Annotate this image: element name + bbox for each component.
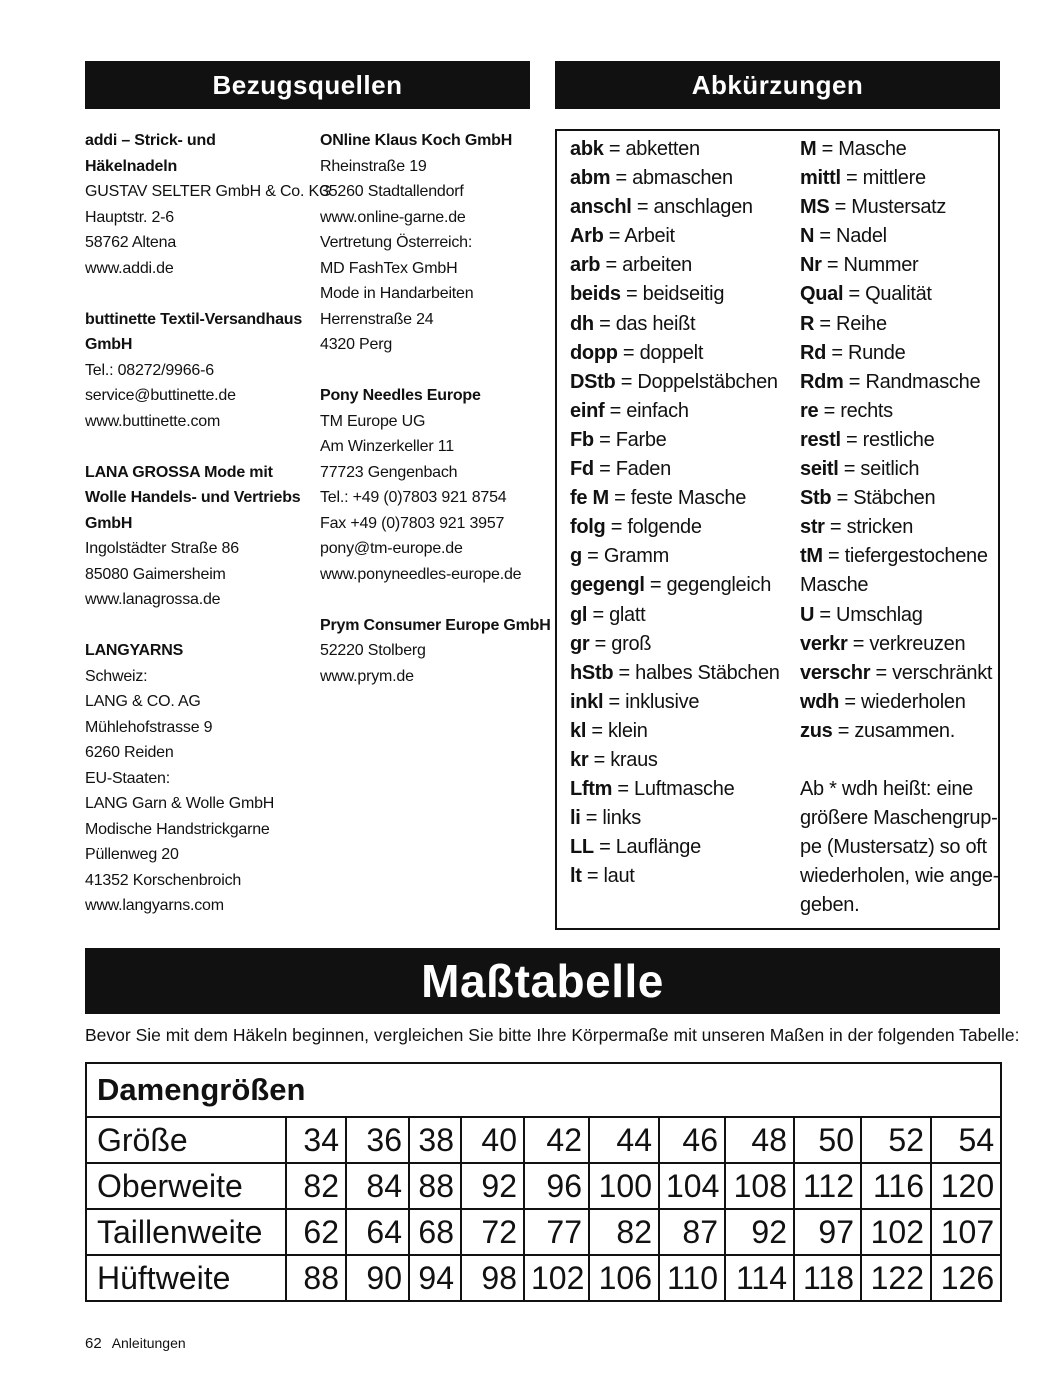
abbreviation-key: verkr: [800, 632, 848, 655]
supplier-detail-line: www.addi.de: [85, 259, 174, 277]
abbreviation-key: abm: [570, 167, 611, 190]
supplier-detail-line: Tel.: +49 (0)7803 921 8754: [320, 489, 507, 506]
supplier-detail-line: 35260 Stadtallendorf: [320, 183, 464, 200]
row-label: Größe: [86, 1117, 286, 1163]
abbreviation-meaning: = Farbe: [593, 428, 667, 451]
abbreviation-meaning: = Umschlag: [814, 603, 923, 626]
abbreviation-meaning: = anschlagen: [631, 196, 753, 219]
heading-abkuerzungen: Abkürzungen: [555, 61, 1000, 109]
table-cell: 122: [861, 1255, 931, 1301]
table-cell: 52: [861, 1117, 931, 1163]
table-cell: 114: [725, 1255, 794, 1301]
table-cell: 46: [659, 1117, 725, 1163]
abbreviation-entry: [800, 717, 995, 746]
supplier-detail-line: 6260 Reiden: [85, 744, 174, 761]
abbreviation-meaning: = Nadel: [814, 225, 887, 248]
supplier-detail-line: Am Winzerkeller 11: [320, 438, 454, 455]
abbreviation-meaning: = Nummer: [821, 254, 919, 277]
abbreviation-key: arb: [570, 254, 601, 277]
abbreviation-meaning: = das heißt: [593, 312, 696, 335]
supplier-detail-line: Hauptstr. 2-6: [85, 208, 175, 226]
abbreviation-key: re: [800, 399, 819, 422]
supplier-detail-line: Herrenstraße 24: [320, 310, 434, 328]
supplier-detail-line: 85080 Gaimersheim: [85, 565, 226, 583]
table-cell: 64: [346, 1209, 409, 1255]
abbreviation-entry: [570, 513, 795, 542]
supplier-entry: [85, 128, 332, 281]
table-cell: 82: [589, 1209, 659, 1255]
supplier-detail-line: Mühlehofstrasse 9: [85, 718, 213, 736]
abbreviation-key: M: [800, 138, 817, 160]
abbreviation-meaning: = verkreuzen: [847, 632, 966, 655]
abbreviation-key: anschl: [570, 196, 632, 219]
supplier-entry: [85, 638, 310, 919]
supplier-detail-line: Tel.: 08272/9966-6: [85, 361, 214, 379]
abbreviation-entry: [800, 193, 995, 222]
supplier-detail-line: LANG Garn & Wolle GmbH: [85, 795, 275, 812]
table-cell: 44: [589, 1117, 659, 1163]
abbreviation-entry: [570, 426, 795, 455]
table-row: [86, 1209, 1001, 1255]
abbreviation-entry: [570, 862, 795, 891]
heading-bezugsquellen: Bezugsquellen: [85, 61, 530, 109]
abbreviation-entry: [570, 688, 795, 717]
supplier-detail-line: EU-Staaten:: [85, 769, 170, 787]
supplier-detail-line: Püllenweg 20: [85, 846, 179, 863]
abbreviation-key: folg: [570, 516, 606, 539]
abbreviation-key: MS: [800, 196, 830, 219]
abbreviation-entry: [800, 310, 995, 339]
abbreviation-entry: [800, 571, 995, 600]
bezugsquellen-column-1: [85, 128, 332, 944]
table-cell: 126: [931, 1255, 1001, 1301]
abbreviation-key: einf: [570, 399, 605, 422]
abbreviation-meaning: = einfach: [604, 399, 689, 422]
abbreviation-meaning: = Mustersatz: [829, 196, 947, 219]
abbreviation-entry: [570, 775, 795, 804]
abbreviation-meaning: = links: [580, 807, 641, 830]
abbreviation-entry: [800, 513, 995, 542]
table-cell: 62: [286, 1209, 346, 1255]
abbreviation-note-line: größere Maschengrup-: [800, 807, 998, 830]
supplier-detail-line: www.prym.de: [320, 667, 414, 685]
abkuerzungen-box: [555, 129, 1000, 930]
supplier-detail-line: MD FashTex GmbH: [320, 259, 458, 277]
abbreviation-meaning: = tiefergestochene: [822, 545, 988, 568]
abbreviation-meaning: = wiederholen: [839, 690, 966, 713]
abbreviation-meaning: = glatt: [587, 603, 646, 626]
page-footer: [85, 1335, 186, 1352]
supplier-detail-line: Rheinstraße 19: [320, 157, 427, 175]
intro-text: Bevor Sie mit dem Häkeln beginnen, vergleichen Sie bitte Ihre Körpermaße mit unseren Maßen in der folgenden Tabelle:: [85, 1025, 1020, 1045]
abbreviation-entry: [570, 804, 795, 833]
abbreviation-entry: [570, 571, 795, 600]
supplier-detail-line: www.online-garne.de: [320, 208, 466, 226]
table-cell: 42: [524, 1117, 589, 1163]
abbreviation-key: str: [800, 516, 825, 539]
abbreviation-key: Nr: [800, 254, 822, 277]
table-cell: 34: [286, 1117, 346, 1163]
table-row: [86, 1117, 1001, 1163]
supplier-detail-line: TM Europe UG: [320, 412, 426, 430]
supplier-name-line: Prym Consumer Europe GmbH: [320, 616, 551, 634]
supplier-detail-line: pony@tm-europe.de: [320, 540, 463, 557]
table-cell: 48: [725, 1117, 794, 1163]
abbreviation-meaning: = laut: [581, 865, 635, 888]
footer-section: Anleitungen: [111, 1335, 186, 1351]
abbreviation-meaning: = Luftmasche: [612, 778, 735, 801]
abbreviation-key: U: [800, 603, 815, 626]
supplier-name-line: Wolle Handels- und Vertriebs: [85, 489, 301, 506]
table-cell: 100: [589, 1163, 659, 1209]
abbreviation-note-line: Ab * wdh heißt: eine: [800, 778, 973, 801]
abbreviation-key: kr: [570, 748, 589, 771]
table-row: [86, 1255, 1001, 1301]
spacer: [800, 746, 995, 775]
table-cell: 98: [461, 1255, 524, 1301]
abbreviation-meaning: = Randmasche: [843, 370, 981, 393]
abbreviation-key: gegengl: [570, 574, 645, 597]
table-cell: 82: [286, 1163, 346, 1209]
table-cell: 77: [524, 1209, 589, 1255]
abbreviation-meaning: = Arbeit: [603, 225, 675, 248]
abbreviation-meaning: = halbes Stäbchen: [613, 661, 780, 684]
supplier-name-line: Pony Needles Europe: [320, 387, 481, 404]
abbreviation-key: abk: [570, 138, 604, 160]
abbreviation-key: fe M: [570, 487, 609, 510]
abbreviation-key: mittl: [800, 167, 841, 190]
abbreviation-note-line: pe (Mustersatz) so oft: [800, 836, 987, 859]
supplier-name-line: ONline Klaus Koch GmbH: [320, 132, 513, 149]
abbreviation-key: restl: [800, 428, 841, 451]
abbreviation-entry: [570, 397, 795, 426]
abbreviation-entry: [570, 601, 795, 630]
supplier-detail-line: 52220 Stolberg: [320, 642, 426, 659]
abbreviation-key: N: [800, 225, 815, 248]
abbreviation-key: LL: [570, 836, 594, 859]
abbreviation-entry: [800, 484, 995, 513]
size-table: [85, 1062, 1002, 1302]
table-cell: 92: [725, 1209, 794, 1255]
table-cell: 92: [461, 1163, 524, 1209]
abbreviation-entry: [800, 135, 995, 164]
supplier-detail-line: Modische Handstrickgarne: [85, 820, 270, 838]
table-cell: 102: [524, 1255, 589, 1301]
abbreviation-key: Arb: [570, 225, 604, 248]
abbreviation-entry: [800, 164, 995, 193]
abbreviation-note-line: wiederholen, wie ange-: [800, 865, 1000, 888]
table-cell: 104: [659, 1163, 725, 1209]
supplier-detail-line: www.lanagrossa.de: [85, 591, 221, 608]
supplier-detail-line: 4320 Perg: [320, 336, 393, 353]
abbreviation-key: seitl: [800, 458, 839, 481]
table-cell: 102: [861, 1209, 931, 1255]
abbreviation-key: dh: [570, 312, 594, 335]
table-cell: 112: [794, 1163, 861, 1209]
supplier-detail-line: www.buttinette.com: [85, 412, 221, 430]
supplier-detail-line: service@buttinette.de: [85, 387, 236, 404]
abbreviation-meaning: = beidseitig: [620, 283, 725, 306]
abbreviation-entry: [570, 542, 795, 571]
abbreviation-key: wdh: [800, 690, 840, 713]
abbreviation-entry: [570, 310, 795, 339]
abbreviation-meaning: = Stäbchen: [831, 487, 936, 510]
abbreviation-key: Lftm: [570, 778, 613, 801]
supplier-entry: [320, 613, 551, 690]
abbreviation-entry: [800, 368, 995, 397]
supplier-detail-line: LANG & CO. AG: [85, 693, 201, 710]
supplier-name-line: GmbH: [85, 514, 133, 532]
supplier-name-line: LANA GROSSA Mode mit: [85, 463, 273, 481]
abbreviation-key: hStb: [570, 661, 614, 684]
table-cell: 96: [524, 1163, 589, 1209]
abbreviation-key: inkl: [570, 690, 604, 713]
abbreviation-key: li: [570, 807, 581, 830]
table-cell: 116: [861, 1163, 931, 1209]
table-cell: 84: [346, 1163, 409, 1209]
table-cell: 118: [794, 1255, 861, 1301]
abbreviation-meaning: Masche: [800, 574, 869, 597]
abbreviation-entry: [800, 542, 995, 571]
abbreviation-meaning: = Reihe: [814, 312, 887, 335]
abbreviation-entry: [570, 164, 795, 193]
abbreviation-entry: [570, 717, 795, 746]
abbreviation-meaning: = doppelt: [617, 341, 704, 364]
abbreviation-meaning: = arbeiten: [600, 254, 693, 277]
abbreviation-entry: [800, 222, 995, 251]
abkuerzungen-right-column: [800, 135, 1000, 921]
supplier-detail-line: GUSTAV SELTER GmbH & Co. KG: [85, 183, 332, 200]
abbreviation-key: tM: [800, 545, 823, 568]
table-cell: 36: [346, 1117, 409, 1163]
abbreviation-meaning: = rechts: [818, 399, 893, 422]
abbreviation-entry: [800, 455, 995, 484]
supplier-entry: [85, 307, 310, 435]
abbreviation-note-line: geben.: [800, 894, 860, 917]
table-cell: 50: [794, 1117, 861, 1163]
supplier-name-line: LANGYARNS: [85, 642, 184, 659]
supplier-detail-line: Vertretung Österreich:: [320, 234, 473, 251]
abbreviation-entry: [800, 659, 995, 688]
abbreviation-meaning: = abketten: [603, 138, 700, 160]
table-cell: 68: [409, 1209, 461, 1255]
abbreviation-entry: [570, 746, 795, 775]
table-cell: 120: [931, 1163, 1001, 1209]
size-table-title: Damengrößen: [86, 1063, 1001, 1117]
abbreviation-entry: [570, 659, 795, 688]
supplier-detail-line: Schweiz:: [85, 667, 148, 685]
table-cell: 54: [931, 1117, 1001, 1163]
supplier-entry: [320, 383, 535, 587]
abbreviation-entry: [800, 630, 995, 659]
abbreviation-entry: [800, 426, 995, 455]
heading-masstabelle: Maßtabelle: [85, 948, 1000, 1014]
row-label: Oberweite: [86, 1163, 286, 1209]
abbreviation-meaning: = Doppelstäbchen: [615, 370, 778, 393]
abbreviation-key: Fd: [570, 458, 594, 481]
abbreviation-key: lt: [570, 865, 582, 888]
bezugsquellen-column-2: [320, 128, 551, 715]
row-label: Hüftweite: [86, 1255, 286, 1301]
abbreviation-meaning: = verschränkt: [870, 661, 993, 684]
abbreviation-entry: [800, 280, 995, 309]
supplier-detail-line: 58762 Altena: [85, 234, 177, 251]
abbreviation-entry: [570, 455, 795, 484]
abbreviation-meaning: = Qualität: [843, 283, 932, 306]
table-cell: 94: [409, 1255, 461, 1301]
abbreviation-entry: [570, 135, 795, 164]
supplier-detail-line: Ingolstädter Straße 86: [85, 540, 239, 557]
abbreviation-key: R: [800, 312, 815, 335]
supplier-name-line: GmbH: [85, 336, 133, 353]
abbreviation-meaning: = restliche: [840, 428, 935, 451]
table-cell: 107: [931, 1209, 1001, 1255]
abbreviation-key: Rdm: [800, 370, 844, 393]
abbreviation-key: Rd: [800, 341, 827, 364]
abbreviation-key: verschr: [800, 661, 871, 684]
table-cell: 106: [589, 1255, 659, 1301]
abbreviation-meaning: = seitlich: [838, 458, 920, 481]
abbreviation-meaning: = Faden: [593, 458, 671, 481]
table-cell: 108: [725, 1163, 794, 1209]
abbreviation-meaning: = Gramm: [581, 545, 669, 568]
page-number: 62: [85, 1335, 102, 1352]
abbreviation-meaning: = gegengleich: [644, 574, 772, 597]
supplier-entry: [320, 128, 535, 358]
abbreviation-meaning: = abmaschen: [610, 167, 733, 190]
abbreviation-entry: [570, 222, 795, 251]
abbreviation-key: kl: [570, 719, 587, 742]
abbreviation-meaning: = Lauflänge: [593, 836, 701, 859]
supplier-name-line: Häkelnadeln: [85, 157, 178, 175]
abbreviation-key: zus: [800, 719, 833, 742]
table-cell: 88: [409, 1163, 461, 1209]
abbreviation-entry: [570, 833, 795, 862]
abbreviation-entry: [800, 397, 995, 426]
abbreviation-meaning: = inklusive: [603, 690, 700, 713]
abbreviation-meaning: = Masche: [816, 138, 907, 160]
abbreviation-key: gl: [570, 603, 588, 626]
abbreviation-meaning: = groß: [589, 632, 652, 655]
abbreviation-key: dopp: [570, 341, 618, 364]
abbreviation-key: beids: [570, 283, 621, 306]
table-cell: 40: [461, 1117, 524, 1163]
table-cell: 90: [346, 1255, 409, 1301]
abbreviation-entry: [570, 193, 795, 222]
abbreviation-meaning: = mittlere: [840, 167, 926, 190]
abbreviation-key: g: [570, 545, 582, 568]
supplier-detail-line: www.langyarns.com: [85, 897, 224, 914]
abbreviation-entry: [800, 251, 995, 280]
supplier-entry: [85, 460, 310, 613]
table-cell: 38: [409, 1117, 461, 1163]
table-row: [86, 1163, 1001, 1209]
row-label: Taillenweite: [86, 1209, 286, 1255]
abbreviation-key: Fb: [570, 428, 594, 451]
size-table-title-row: [86, 1063, 1001, 1117]
table-cell: 87: [659, 1209, 725, 1255]
abbreviation-meaning: = kraus: [588, 748, 658, 771]
abbreviation-entry: [570, 280, 795, 309]
supplier-detail-line: Mode in Handarbeiten: [320, 285, 474, 302]
abbreviation-meaning: = feste Masche: [608, 487, 747, 510]
abbreviation-meaning: = Runde: [826, 341, 906, 364]
abbreviation-meaning: = klein: [586, 719, 648, 742]
table-cell: 110: [659, 1255, 725, 1301]
abbreviation-entry: [800, 688, 995, 717]
abbreviation-entry: [800, 601, 995, 630]
supplier-name-line: buttinette Textil-Versandhaus: [85, 310, 303, 328]
abbreviation-entry: [570, 368, 795, 397]
table-cell: 72: [461, 1209, 524, 1255]
supplier-name-line: addi – Strick- und: [85, 132, 216, 149]
abkuerzungen-left-column: [570, 135, 795, 891]
abbreviation-key: Stb: [800, 487, 832, 510]
abbreviation-key: gr: [570, 632, 590, 655]
abbreviation-meaning: = folgende: [605, 516, 702, 539]
abbreviation-entry: [570, 484, 795, 513]
table-cell: 97: [794, 1209, 861, 1255]
abbreviation-key: DStb: [570, 370, 616, 393]
supplier-detail-line: www.ponyneedles-europe.de: [320, 565, 522, 583]
supplier-detail-line: 41352 Korschenbroich: [85, 871, 242, 889]
table-cell: 88: [286, 1255, 346, 1301]
abbreviation-entry: [570, 339, 795, 368]
abbreviation-entry: [570, 630, 795, 659]
abbreviation-entry: [570, 251, 795, 280]
supplier-detail-line: Fax +49 (0)7803 921 3957: [320, 514, 505, 532]
abbreviation-meaning: = stricken: [824, 516, 914, 539]
supplier-detail-line: 77723 Gengenbach: [320, 463, 458, 481]
abbreviation-meaning: = zusammen.: [832, 719, 956, 742]
abbreviation-entry: [800, 339, 995, 368]
abbreviation-key: Qual: [800, 283, 844, 306]
